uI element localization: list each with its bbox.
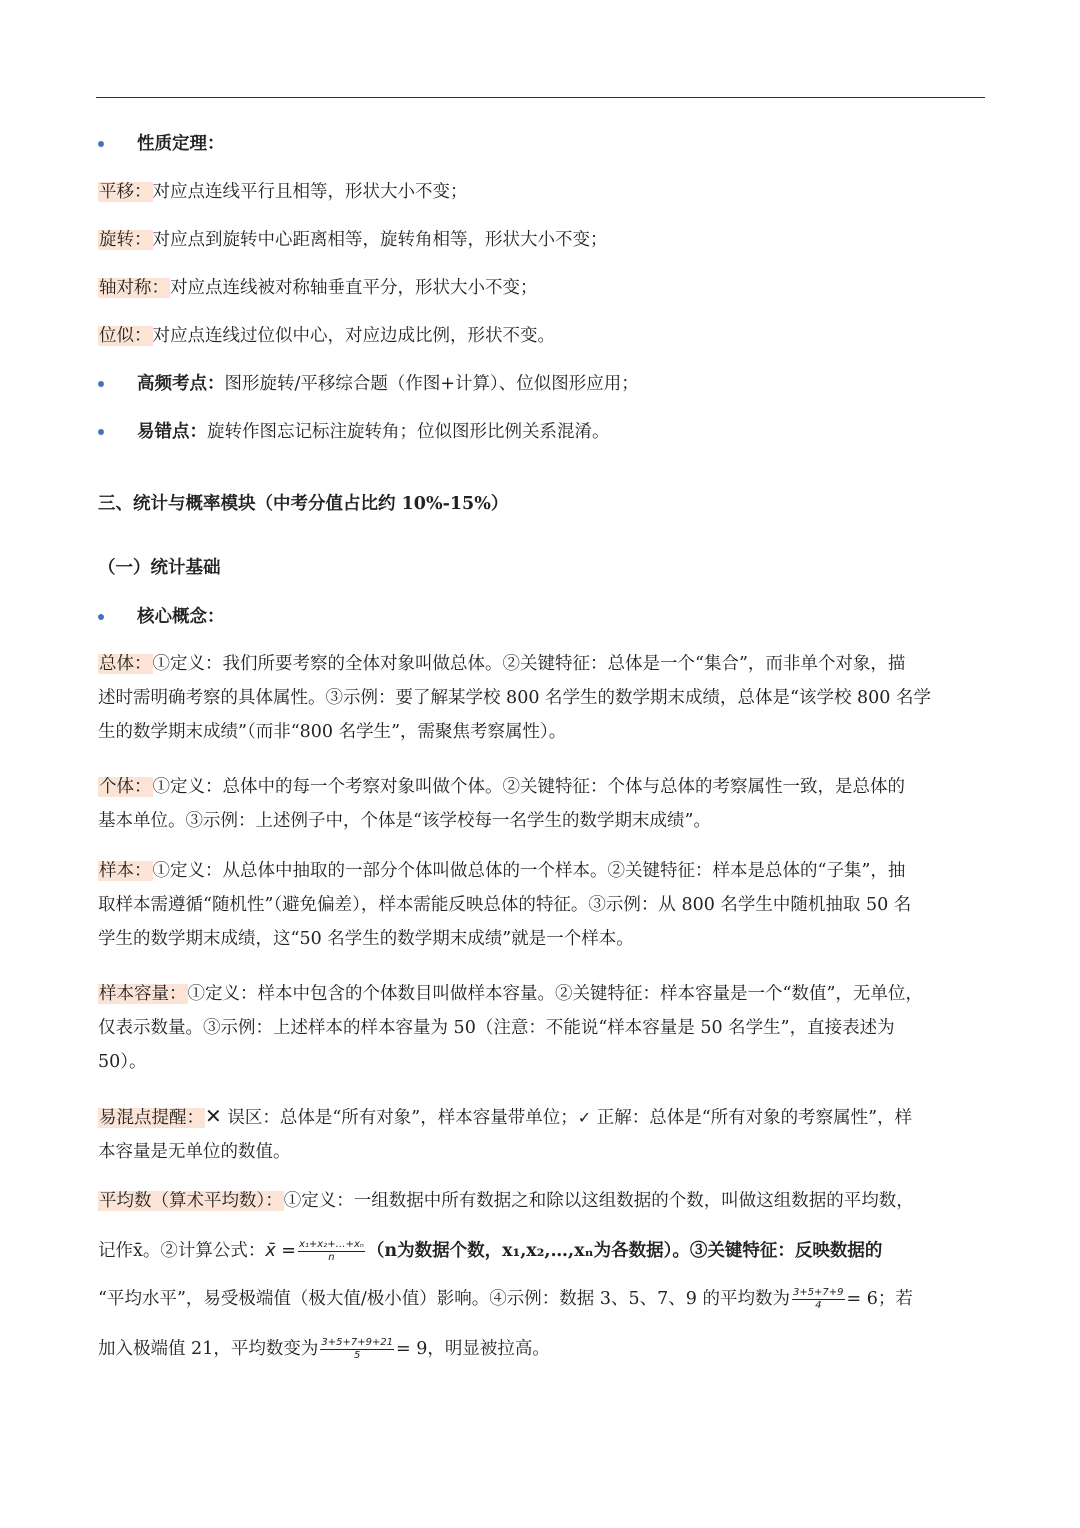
population-line1: ①定义：我们所要考察的全体对象叫做总体。②关键特征：总体是一个“集合”，而非单个对象，描 [152,654,906,674]
population-line2: 述时需明确考察的具体属性。③示例：要了解某学校 800 名学生的数学期末成绩，总体是“该学校 800 名学 [98,688,931,708]
mean-l2-text: 记作x̄。②计算公式： [98,1241,266,1261]
rotation-text: 对应点到旋转中心距离相等，旋转角相等，形状大小不变； [152,230,608,250]
section3-title: 三、统计与概率模块（中考分值占比约 10%-15%） [98,494,509,514]
frequent-label: 高频考点： [137,374,225,394]
sample-line1: ①定义：从总体中抽取的一部分个体叫做总体的一个样本。②关键特征：样本是总体的“子集”，抽 [152,861,906,881]
mean-l2-tail: （n为数据个数，x₁,x₂,…,xₙ为各数据）。③关键特征：反映数据的 [366,1241,883,1261]
mean-label: 平均数（算术平均数）： [99,1191,283,1211]
translation-text: 对应点连线平行且相等，形状大小不变； [152,182,468,202]
bullet-dot-icon [98,141,104,147]
sample-line2: 取样本需遵循“随机性”（避免偏差），样本需能反映总体的特征。③示例：从 800 名学生中随机抽取 50 名 [98,895,912,915]
bullet-dot-icon [98,381,104,387]
individual-line2: 基本单位。③示例：上述例子中，个体是“该学校每一名学生的数学期末成绩”。 [98,811,711,831]
mistakes-label: 易错点： [137,422,207,442]
mistakes-text: 旋转作图忘记标注旋转角；位似图形比例关系混淆。 [207,422,610,442]
mean-extreme-fraction: $\frac{3+5+7+9+21}{5}$ [321,1337,394,1361]
mean-line1: ①定义：一组数据中所有数据之和除以这组数据的个数，叫做这组数据的平均数， [283,1191,914,1211]
homothety-label: 位似： [99,326,152,346]
sample-size-line1: ①定义：样本中包含的个体数目叫做样本容量。②关键特征：样本容量是一个“数值”，无单位， [187,984,923,1004]
axial-text: 对应点连线被对称轴垂直平分，形状大小不变； [170,278,538,298]
translation-line [98,175,986,209]
mean-formula-fraction: $\frac{\text{x₁+x₂+…+xₙ}}{n}$ [298,1239,364,1263]
population-paragraph [98,647,986,749]
mean-l4-text: 加入极端值 21，平均数变为 [98,1339,319,1359]
header-rule [96,97,985,98]
sample-paragraph [98,854,986,956]
cross-icon: ✕ [205,1104,222,1128]
mean-l3-text: “平均水平”，易受极端值（极大值/极小值）影响。④示例：数据 3、5、7、9 的平均数为 [98,1289,790,1309]
axial-line [98,271,986,305]
homothety-text: 对应点连线过位似中心，对应边成比例，形状不变。 [152,326,555,346]
core-title: 核心概念： [137,607,225,627]
sample-size-paragraph [98,977,986,1079]
mean-l3-tail: = 6；若 [846,1289,913,1309]
properties-title: 性质定理： [137,134,225,154]
mean-example-fraction: $\frac{3+5+7+9}{4}$ [792,1287,844,1311]
sample-size-line2: 仅表示数量。③示例：上述样本的样本容量为 50（注意：不能说“样本容量是 50 名学生”，直接表述为 [98,1018,895,1038]
bullet-dot-icon [98,614,104,620]
mean-l4-tail: = 9，明显被拉高。 [396,1339,550,1359]
population-line3: 生的数学期末成绩”（而非“800 名学生”，需聚焦考察属性）。 [98,722,567,742]
confusion-label: 易混点提醒： [99,1108,204,1128]
sample-line3: 学生的数学期末成绩，这“50 名学生的数学期末成绩”就是一个样本。 [98,929,634,949]
sample-size-line3: 50）。 [98,1052,147,1072]
check-icon: ✓ [577,1108,592,1127]
population-label: 总体： [99,654,152,674]
frequent-text: 图形旋转/平移综合题（作图+计算）、位似图形应用； [224,374,639,394]
individual-line1: ①定义：总体中的每一个考察对象叫做个体。②关键特征：个体与总体的考察属性一致，是总体的 [152,777,905,797]
individual-label: 个体： [99,777,152,797]
rotation-label: 旋转： [99,230,152,250]
confusion-line2: 本容量是无单位的数值。 [98,1142,291,1162]
rotation-line [98,223,986,257]
axial-label: 轴对称： [99,278,169,298]
mean-paragraph [98,1184,986,1374]
mean-formula-lhs: x̄ = [265,1241,296,1261]
bullet-dot-icon [98,429,104,435]
confusion-paragraph [98,1099,986,1169]
sub1-title: （一）统计基础 [98,558,221,578]
translation-label: 平移： [99,182,152,202]
confusion-right: 正解：总体是“所有对象的考察属性”，样 [591,1108,913,1128]
homothety-line [98,319,986,353]
sample-label: 样本： [99,861,152,881]
individual-paragraph [98,770,986,838]
sample-size-label: 样本容量： [99,984,187,1004]
confusion-wrong: 误区：总体是“所有对象”，样本容量带单位； [221,1108,578,1128]
